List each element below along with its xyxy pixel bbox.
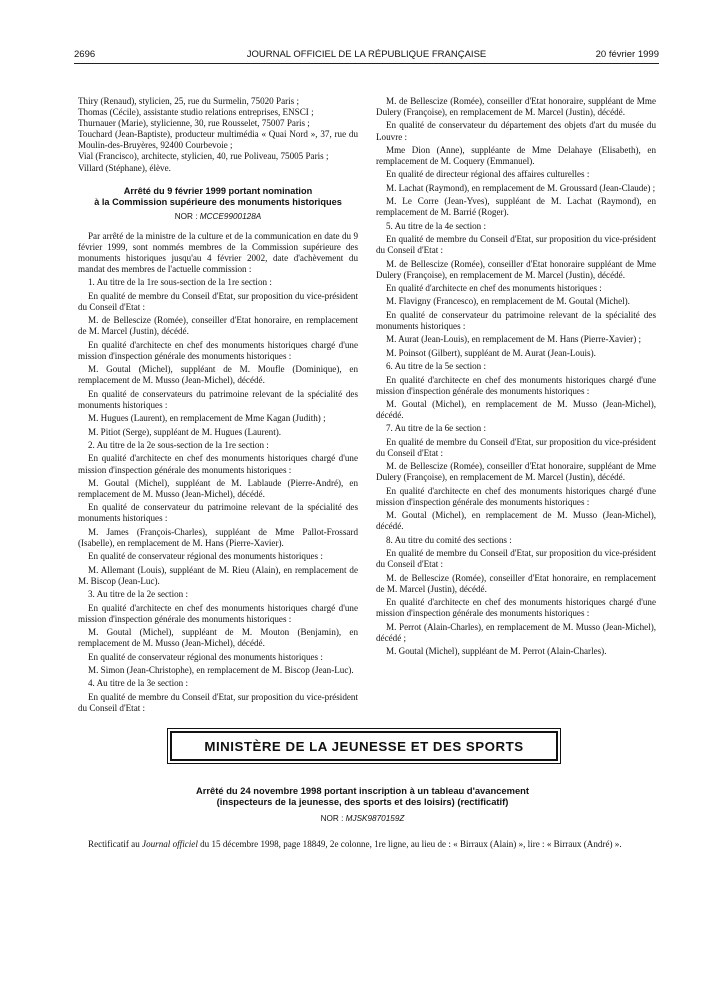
body-paragraph: En qualité d'architecte en chef des monuments historiques chargé d'une mission d'inspection générale des monuments historiques : — [376, 374, 656, 396]
journal-name: Journal officiel — [142, 839, 198, 849]
body-paragraph: 5. Au titre de la 4e section : — [386, 220, 487, 231]
body-paragraph: 7. Au titre de la 6e section : — [386, 423, 487, 434]
body-paragraph: M. Aurat (Jean-Louis), en remplacement de M. Hans (Pierre-Xavier) ; — [386, 334, 642, 345]
body-paragraph: En qualité de conservateur du département des objets d'art du musée du Louvre : — [376, 120, 656, 142]
body-paragraph: En qualité de conservateur du patrimoine relevant de la spécialité des monuments historiques : — [376, 309, 656, 331]
body-paragraph: 3. Au titre de la 2e section : — [88, 589, 189, 600]
rectificatif-text-part: Rectificatif au — [88, 839, 143, 849]
arrete-title-line: Arrêté du 9 février 1999 portant nomination — [123, 185, 313, 196]
body-paragraph: En qualité d'architecte en chef des monuments historiques chargé d'une mission d'inspection générale des monuments historiques : — [78, 453, 358, 475]
member-line: Thomas (Cécile), assistante studio relations entreprises, ENSCI ; — [78, 107, 314, 118]
body-paragraph: M. Simon (Jean-Christophe), en remplacement de M. Biscop (Jean-Luc). — [88, 664, 354, 675]
member-line: Vial (Francisco), architecte, stylicien, 40, rue Poliveau, 75005 Paris ; — [78, 151, 329, 162]
nor-code: MJSK9870159Z — [345, 814, 405, 823]
body-paragraph: En qualité de conservateur régional des monuments historiques : — [88, 651, 323, 662]
body-paragraph: 1. Au titre de la 1re sous-section de la 1re section : — [88, 277, 272, 288]
issue-date: 20 février 1999 — [595, 49, 659, 60]
body-paragraph: En qualité de membre du Conseil d'Etat, sur proposition du vice-président du Conseil d'Etat : — [78, 691, 358, 713]
right-body — [376, 96, 656, 657]
body-paragraph: En qualité de conservateur du patrimoine relevant de la spécialité des monuments historiques : — [78, 502, 358, 524]
member-line: Touchard (Jean-Baptiste), producteur multimédia « Quai Nord », 37, rue du Moulin-des-Bruyères, 92400 Courbevoie ; — [78, 129, 358, 151]
body-paragraph: En qualité d'architecte en chef des monuments historiques chargé d'une mission d'inspection générale des monuments historiques : — [376, 597, 656, 619]
body-paragraph: Mme Dion (Anne), suppléante de Mme Delahaye (Elisabeth), en remplacement de M. Coquery (Emmanuel). — [376, 144, 656, 167]
body-paragraph: M. Goutal (Michel), suppléant de M. Moufle (Dominique), en remplacement de M. Musso (Jean-Michel), décédé. — [78, 364, 358, 386]
body-paragraph: En qualité de membre du Conseil d'Etat, sur proposition du vice-président du Conseil d'Etat : — [376, 234, 656, 256]
body-paragraph: M. James (François-Charles), suppléant de Mme Pallot-Frossard (Isabelle), en remplacement de M. Hans (Pierre-Xavier). — [78, 526, 358, 548]
body-paragraph: M. Goutal (Michel), en remplacement de M. Musso (Jean-Michel), décédé. — [376, 510, 656, 532]
body-paragraph: En qualité d'architecte en chef des monuments historiques chargé d'une mission d'inspection générale des monuments historiques : — [78, 339, 358, 361]
body-paragraph: En qualité de conservateur régional des monuments historiques : — [88, 551, 323, 562]
body-paragraph: En qualité de conservateurs du patrimoine relevant de la spécialité des monuments historiques : — [78, 388, 358, 410]
nor-label: NOR : — [320, 814, 344, 823]
body-paragraph: M. Goutal (Michel), suppléant de M. Lablaude (Pierre-André), en remplacement de M. Musso (Jean-Michel), décédé. — [78, 477, 358, 499]
rectificatif-text — [78, 839, 656, 850]
body-paragraph: M. Lachat (Raymond), en remplacement de M. Groussard (Jean-Claude) ; — [386, 182, 656, 193]
page-header — [74, 49, 659, 63]
arrete2-title — [150, 785, 575, 807]
body-paragraph: M. Allemant (Louis), suppléant de M. Rieu (Alain), en remplacement de M. Biscop (Jean-Luc). — [78, 564, 358, 586]
body-paragraph: M. Le Corre (Jean-Yves), suppléant de M. Lachat (Raymond), en remplacement de M. Barrié (Roger). — [376, 196, 656, 218]
body-paragraph: En qualité d'architecte en chef des monuments historiques : — [386, 283, 602, 294]
body-paragraph: M. Goutal (Michel), en remplacement de M. Musso (Jean-Michel), décédé. — [376, 399, 656, 421]
body-paragraph: 2. Au titre de la 2e sous-section de la 1re section : — [88, 440, 269, 451]
body-paragraph: M. Poinsot (Gilbert), suppléant de M. Aurat (Jean-Louis). — [386, 347, 596, 358]
body-paragraph: M. de Bellescize (Romée), conseiller d'Etat honoraire, en remplacement de M. Marcel (Justin), décédé. — [78, 315, 358, 337]
member-line: Thiry (Renaud), stylicien, 25, rue du Surmelin, 75020 Paris ; — [78, 96, 299, 106]
body-paragraph: 8. Au titre du comité des sections : — [386, 534, 512, 545]
body-paragraph: Par arrêté de la ministre de la culture et de la communication en date du 9 février 1999, sont nommés membres de la Commission supérieure des monuments historiques jusqu'au 4 février 2002, date d'achèvement du mandat des membres de l'actuelle commission : — [78, 230, 358, 275]
body-paragraph: M. de Bellescize (Romée), conseiller d'Etat honoraire suppléant de Mme Dulery (Françoise), en remplacement de M. Marcel (Justin), décédé. — [376, 258, 656, 280]
arrete2-title-line: Arrêté du 24 novembre 1998 portant inscription à un tableau d'avancement — [195, 785, 530, 796]
body-paragraph: En qualité de directeur régional des affaires culturelles : — [386, 169, 590, 180]
nor-reference — [78, 211, 358, 222]
body-paragraph: En qualité d'architecte en chef des monuments historiques chargé d'une mission d'inspection générale des monuments historiques : — [78, 602, 358, 624]
left-column — [78, 96, 358, 716]
body-paragraph: M. Flavigny (Francesco), en remplacement de M. Goutal (Michel). — [386, 296, 630, 307]
body-paragraph: M. de Bellescize (Romée), conseiller d'Etat honoraire, suppléant de Mme Dulery (Françoise), en remplacement de M. Marcel (Justin), décédé. — [376, 96, 656, 118]
arrete-title-line: à la Commission supérieure des monuments historiques — [94, 196, 342, 207]
body-paragraph: En qualité de membre du Conseil d'Etat, sur proposition du vice-président du Conseil d'Etat : — [376, 436, 656, 458]
journal-title: JOURNAL OFFICIEL DE LA RÉPUBLIQUE FRANÇAISE — [246, 49, 487, 60]
body-paragraph: M. Hugues (Laurent), en remplacement de Mme Kagan (Judith) ; — [88, 413, 326, 424]
right-column — [376, 96, 656, 660]
body-paragraph: M. Perrot (Alain-Charles), en remplacement de M. Musso (Jean-Michel), décédé ; — [376, 621, 656, 643]
body-paragraph: M. Pitiot (Serge), suppléant de M. Hugues (Laurent). — [88, 426, 282, 437]
body-paragraph: M. de Bellescize (Romée), conseiller d'Etat honoraire, suppléant de Mme Dulery (Françoise), en remplacement de M. Marcel (Justin), décédé. — [376, 461, 656, 483]
page-number: 2696 — [74, 49, 96, 60]
body-paragraph: 6. Au titre de la 5e section : — [386, 361, 487, 372]
left-body — [78, 231, 358, 714]
nor-label: NOR : — [174, 211, 198, 221]
body-paragraph: En qualité de membre du Conseil d'Etat, sur proposition du vice-président du Conseil d'Etat : — [78, 290, 358, 312]
body-paragraph: En qualité d'architecte en chef des monuments historiques chargé d'une mission d'inspection générale des monuments historiques : — [376, 485, 656, 507]
member-list — [78, 96, 358, 174]
body-paragraph: M. Goutal (Michel), suppléant de M. Perrot (Alain-Charles). — [386, 646, 607, 657]
body-paragraph: M. de Bellescize (Romée), conseiller d'Etat honoraire, en remplacement de M. Marcel (Justin), décédé. — [376, 572, 656, 594]
rectificatif-text-part: du 15 décembre 1998, page 18849, 2e colonne, 1re ligne, au lieu de : « Birraux (Alain) », lire : « Birraux (André) ». — [197, 839, 622, 849]
member-line: Villard (Stéphane), élève. — [78, 162, 171, 173]
ministry-heading: MINISTÈRE DE LA JEUNESSE ET DES SPORTS — [170, 731, 558, 761]
header-rule — [74, 63, 659, 64]
member-line: Thurnauer (Marie), stylicienne, 30, rue Rousselet, 75007 Paris ; — [78, 118, 310, 129]
arrete2-nor — [150, 814, 575, 823]
body-paragraph: 4. Au titre de la 3e section : — [88, 678, 189, 689]
arrete2-title-line: (inspecteurs de la jeunesse, des sports et des loisirs) (rectificatif) — [216, 796, 509, 807]
nor-code: MCCE9900128A — [199, 211, 262, 221]
body-paragraph: En qualité de membre du Conseil d'Etat, sur proposition du vice-président du Conseil d'Etat : — [376, 548, 656, 570]
body-paragraph: M. Goutal (Michel), suppléant de M. Mouton (Benjamin), en remplacement de M. Musso (Jean-Michel), décédé. — [78, 627, 358, 649]
arrete-title — [78, 186, 358, 208]
